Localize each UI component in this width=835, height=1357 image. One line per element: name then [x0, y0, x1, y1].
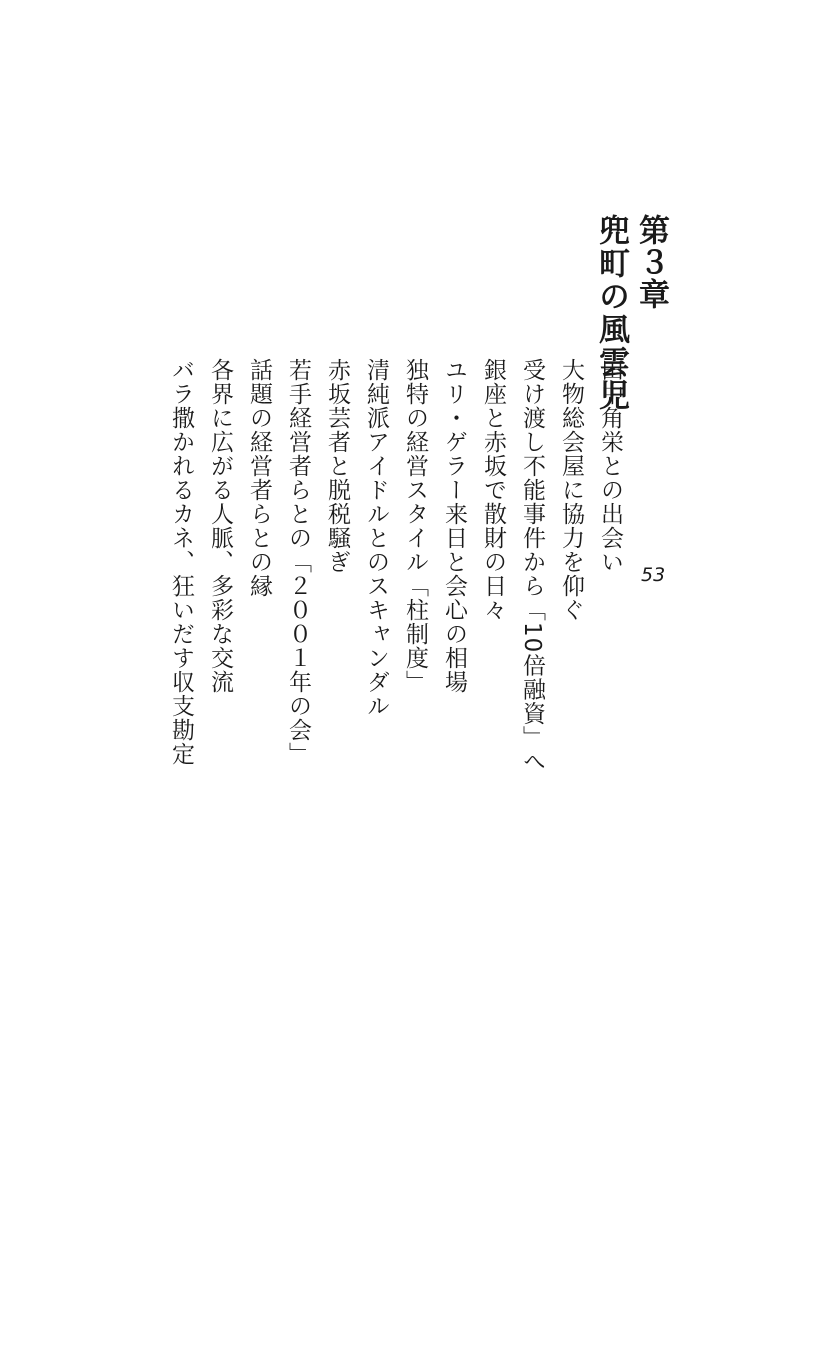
section-item: 赤坂芸者と脱税騒ぎ	[324, 358, 350, 574]
chapter-label: 第３章	[633, 214, 669, 310]
chapter-heading	[593, 214, 671, 412]
chapter-page-number: 53	[641, 564, 666, 586]
section-item: 銀座と赤坂で散財の日々	[480, 358, 506, 622]
section-item: ユリ・ゲラー来日と会心の相場	[441, 358, 467, 694]
section-item: 大物総会屋に協力を仰ぐ	[558, 358, 584, 622]
section-item: 独特の経営スタイル「柱制度」	[402, 358, 428, 694]
section-item: 各界に広がる人脈、多彩な交流	[207, 358, 233, 694]
section-item: 受け渡し不能事件から「10倍融資」へ	[519, 358, 545, 774]
section-item: 若手経営者らとの「２００１年の会」	[285, 358, 311, 766]
section-list	[164, 358, 627, 798]
section-item: 清純派アイドルとのスキャンダル	[363, 358, 389, 718]
chapter-title: 兜町の風雲児	[593, 214, 629, 412]
section-item: 話題の経営者らとの縁	[246, 358, 272, 598]
section-item: バラ撒かれるカネ、狂いだす収支勘定	[168, 358, 194, 766]
section-item: 田中角栄との出会い	[597, 358, 623, 574]
